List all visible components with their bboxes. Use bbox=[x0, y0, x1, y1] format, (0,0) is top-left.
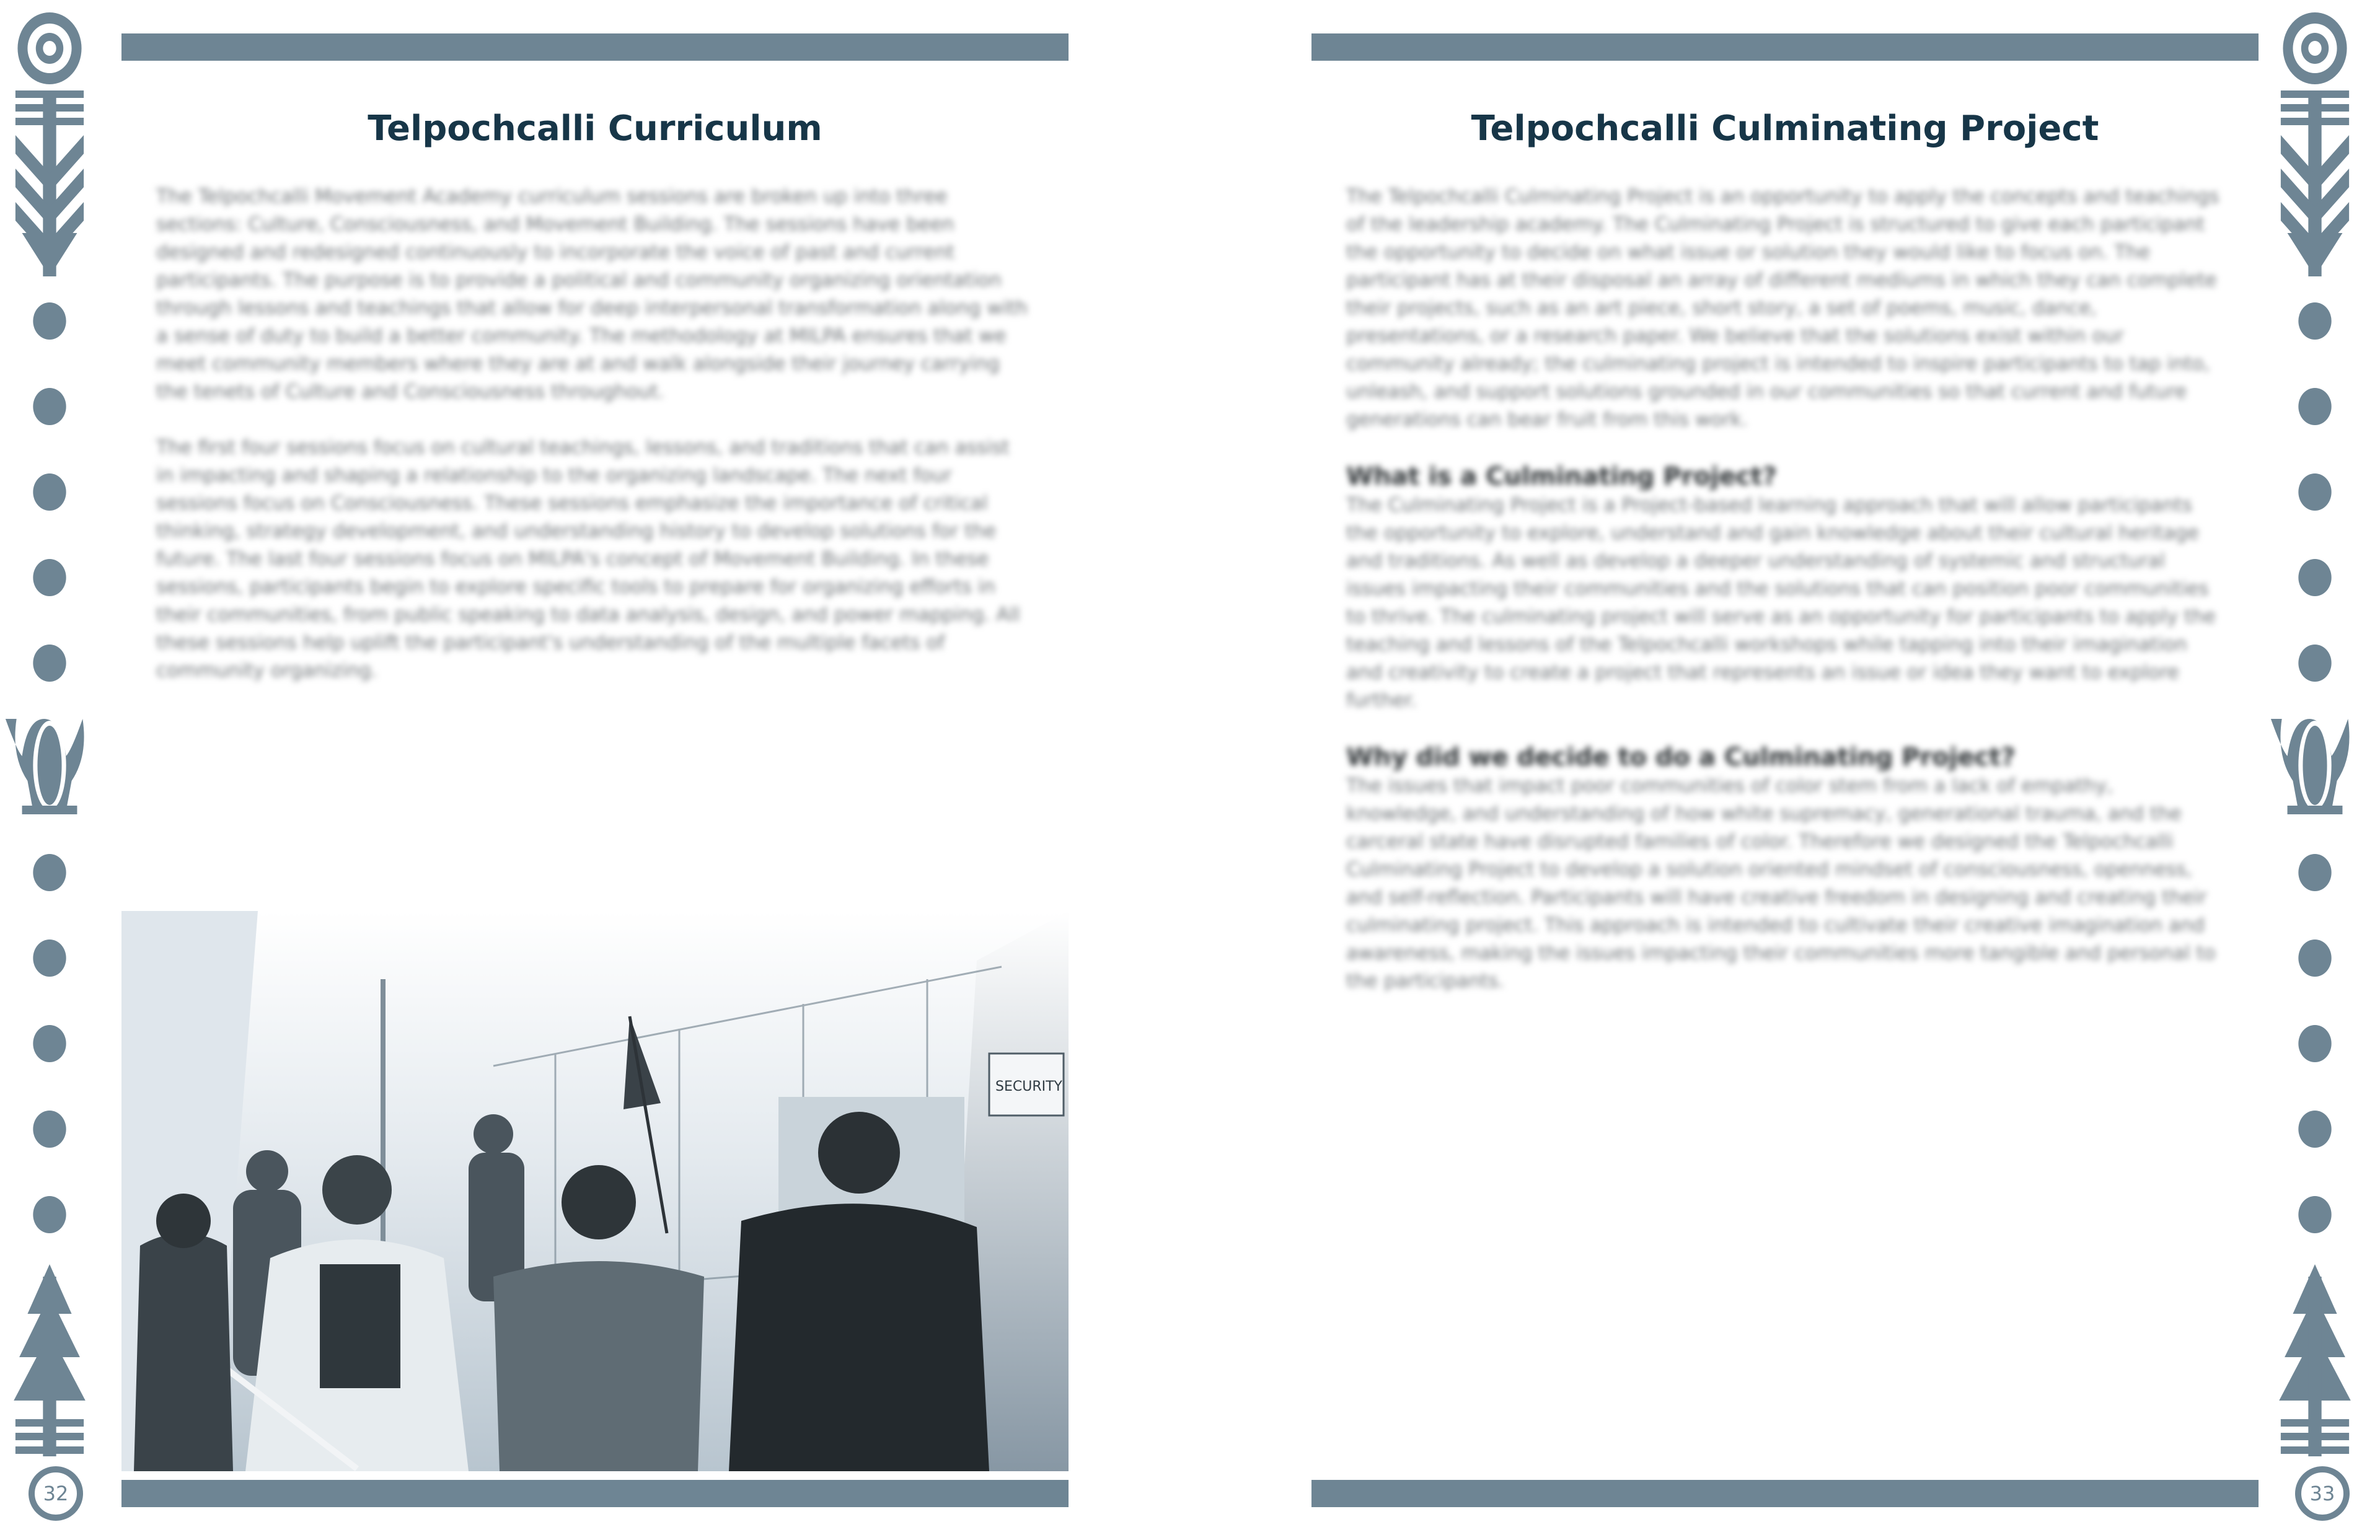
page-title-curriculum: Telpochcalli Curriculum bbox=[368, 108, 822, 149]
left-border-ornament bbox=[0, 0, 99, 1540]
culminating-intro: The Telpochcalli Culminating Project is an opportunity to apply the concepts and teachings of the leadership academy. The Culminating Project is structured to give each participant the opportunity to decide on what issue or solution they would like to focus on. The participant has at their disposal an array of different mediums in which they can complete their projects, such as an art piece, short story, a set of poems, music, dance, presentations, or a research paper. We believe that the solutions exist within our community already; the culminating project is intended to inspire participants to tap into, unleash, and support solutions grounded in our communities so that current and future generations can bear fruit from this work. bbox=[1346, 185, 2219, 431]
march-photo bbox=[121, 911, 1069, 1471]
section-heading-what: What is a Culminating Project? bbox=[1346, 462, 1777, 491]
bottom-rule-right bbox=[1311, 1480, 2259, 1507]
top-rule-right bbox=[1311, 33, 2259, 61]
section-text-why: The issues that impact poor communities of color stem from a lack of empathy, knowledge, and understanding of how white supremacy, generational trauma, and the carceral state have disrupted families of color. Therefore we designed the Telpochcalli Culminating Project to develop a solution oriented mindset of consciousness, openness, and self-reflection. Participants will have creative freedom in designing and creating their culminating project. This approach is intended to cultivate their creative imagination and awareness, making the issues impacting their communities more tangible and personal to the participants. bbox=[1346, 775, 2216, 992]
right-border-ornament bbox=[2265, 0, 2365, 1540]
curriculum-body bbox=[156, 183, 1030, 713]
photo-sign-text: SECURITY bbox=[995, 1079, 1062, 1094]
section-heading-why: Why did we decide to do a Culminating Project? bbox=[1346, 743, 2016, 772]
page-number-right: 33 bbox=[2295, 1466, 2350, 1521]
page-number-left: 32 bbox=[29, 1466, 83, 1521]
curriculum-paragraph-2: The first four sessions focus on cultural teachings, lessons, and traditions that can assist in impacting and shaping a relationship to the organizing landscape. The next four sessions focus on Consciousness. These sessions emphasize the importance of critical thinking, strategy development, and understanding history to develop solutions for the future. The last four sessions focus on MILPA's concept of Movement Building. In these sessions, participants begin to explore specific tools to prepare for organizing efforts in their communities, from public speaking to data analysis, design, and power mapping. All these sessions help uplift the participant's understanding of the multiple facets of community organizing. bbox=[156, 436, 1020, 682]
curriculum-paragraph-1: The Telpochcalli Movement Academy curriculum sessions are broken up into three sections: Culture, Consciousness, and Movement Building. The sessions have been designed and redesigned continuously to incorporate the voice of past and current participants. The purpose is to provide a political and community organizing orientation through lessons and teachings that allow for deep interpersonal transformation along with a sense of duty to build a better community. The methodology at MILPA ensures that we meet community members where they are at and walk alongside their journey carrying the tenets of Culture and Consciousness throughout. bbox=[156, 185, 1028, 403]
page-title-culminating-project: Telpochcalli Culminating Project bbox=[1471, 108, 2099, 149]
top-rule-left bbox=[121, 33, 1069, 61]
bottom-rule-left bbox=[121, 1480, 1069, 1507]
culminating-body bbox=[1346, 183, 2226, 1023]
section-text-what: The Culminating Project is a Project-based learning approach that will allow participants the opportunity to explore, understand and gain knowledge about their cultural heritage and traditions. As well as develop a deeper understanding of systemic and structural issues impacting their communities and the solutions that can position poor communities to thrive. The culminating project will serve as an opportunity for participants to apply the teaching and lessons of the Telpochcalli workshops while tapping into their imagination and creativity to create a project that represents an issue or idea they want to explore further. bbox=[1346, 494, 2216, 711]
